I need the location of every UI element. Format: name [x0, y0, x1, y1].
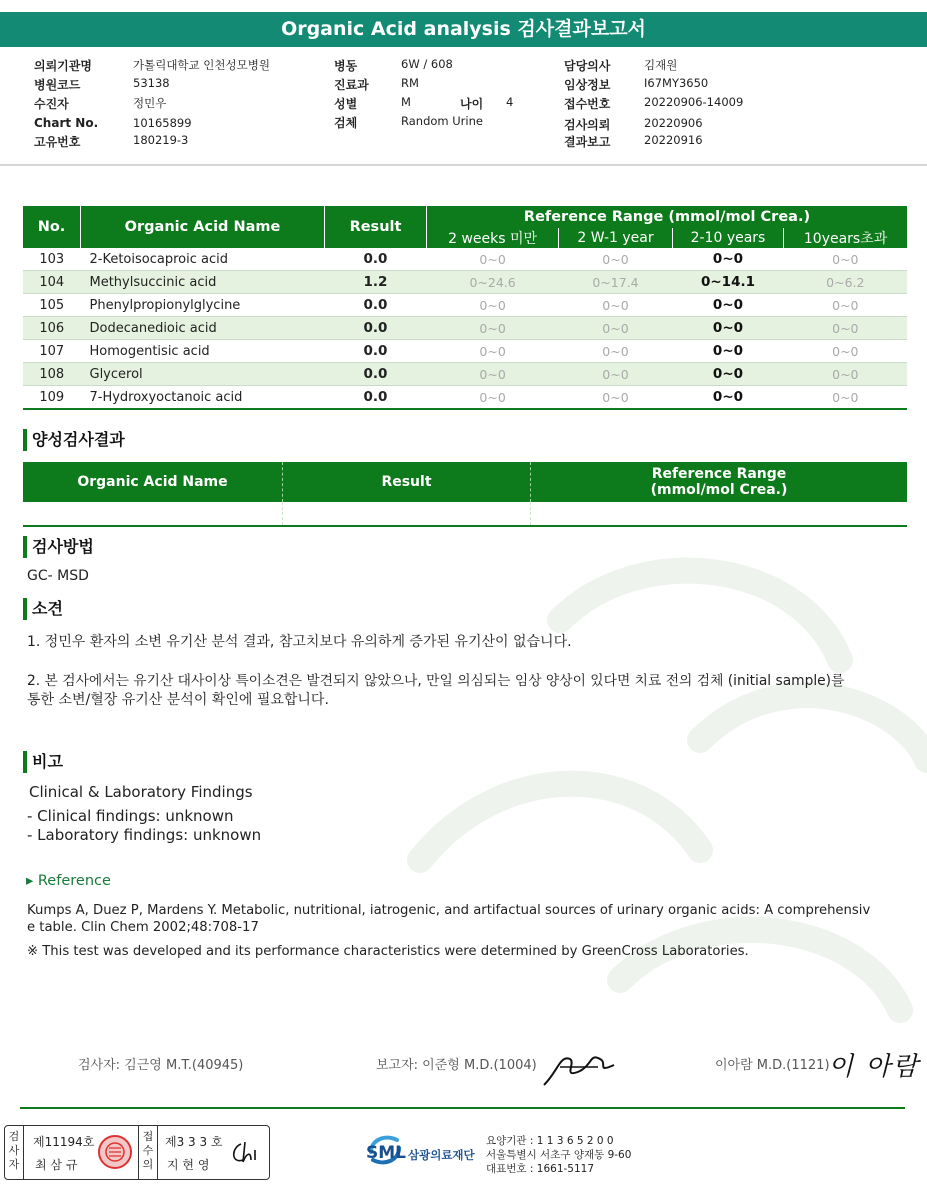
label-institution: 의뢰기관명: [34, 59, 92, 73]
findings-p1: 1. 정민우 환자의 소변 유기산 분석 결과, 참고치보다 유의하게 증가된 유기산이 없습니다.: [27, 634, 572, 650]
pos-empty-cell: [23, 502, 283, 526]
row-ref-3: 0~14.1: [672, 271, 783, 294]
row-no: 103: [23, 248, 81, 271]
pos-col-reference: [531, 462, 908, 502]
value-department: RM: [401, 76, 419, 90]
table-row: [23, 317, 907, 340]
positive-results-heading: 양성검사결과: [23, 429, 125, 451]
row-name: Phenylpropionylglycine: [81, 294, 325, 317]
label-ward: 병동: [334, 59, 358, 73]
stamp-divider: [157, 1126, 158, 1179]
org-name: 삼광의료재단: [408, 1148, 475, 1162]
row-ref-4: 0~0: [784, 248, 907, 271]
reference-note: ※ This test was developed and its performance characteristics were determined by GreenCross Laboratories.: [27, 944, 749, 959]
row-ref-3: 0~0: [672, 317, 783, 340]
label-report-date: 결과보고: [564, 135, 611, 149]
findings-p2-line1: 2. 본 검사에서는 유기산 대사이상 특이소견은 발견되지 않았으나, 만일 의심되는 임상 양상이 있다면 치료 전의 검체 (initial sample)를: [27, 673, 845, 689]
findings-p2-line2: 통한 소변/혈장 유기산 분석이 확인에 필요합니다.: [27, 692, 329, 708]
label-hospital-code: 병원코드: [34, 78, 81, 92]
header-separator: [0, 164, 927, 166]
remarks-line3: - Laboratory findings: unknown: [27, 826, 262, 844]
row-ref-1: 0~24.6: [427, 271, 559, 294]
row-ref-4: 0~0: [784, 386, 907, 410]
row-ref-2: 0~0: [559, 386, 673, 410]
label-receipt-no: 접수번호: [564, 97, 611, 111]
remarks-line1: Clinical & Laboratory Findings: [29, 783, 253, 801]
method-heading: 검사방법: [23, 536, 94, 558]
pos-empty-cell: [531, 502, 908, 526]
row-no: 106: [23, 317, 81, 340]
stamp-divider: [138, 1126, 139, 1179]
label-patient: 수진자: [34, 97, 69, 111]
stamp-label-2: 접수의: [142, 1130, 154, 1171]
row-name: 7-Hydroxyoctanoic acid: [81, 386, 325, 410]
ref-col-2-10y: 2-10 years: [672, 228, 783, 248]
col-header-name: Organic Acid Name: [81, 206, 325, 248]
col-header-reference: Reference Range (mmol/mol Crea.): [427, 206, 908, 228]
col-header-result: Result: [325, 206, 427, 248]
row-result: 0.0: [325, 340, 427, 363]
table-row: [23, 363, 907, 386]
row-result: 0.0: [325, 363, 427, 386]
value-hospital-code: 53138: [133, 76, 170, 90]
row-ref-2: 0~0: [559, 294, 673, 317]
label-clinical-info: 임상정보: [564, 78, 611, 92]
stamp-label-1: 검사자: [8, 1130, 20, 1171]
stamp-divider: [23, 1126, 24, 1179]
org-phone: 대표번호 : 1661-5117: [486, 1163, 595, 1175]
label-sex: 성별: [334, 97, 358, 111]
label-doctor: 담당의사: [564, 59, 611, 73]
method-text: GC- MSD: [27, 568, 89, 584]
row-no: 105: [23, 294, 81, 317]
row-ref-1: 0~0: [427, 363, 559, 386]
ref-col-2w-1y: 2 W-1 year: [559, 228, 673, 248]
seal-stamp-icon: [97, 1134, 133, 1170]
row-result: 0.0: [325, 294, 427, 317]
reporter-handwritten-signature: [540, 1045, 620, 1090]
pos-col-result: Result: [283, 462, 531, 502]
col-header-no: No.: [23, 206, 81, 248]
findings-heading: 소견: [23, 598, 63, 620]
row-no: 109: [23, 386, 81, 410]
report-title: Organic Acid analysis 검사결과보고서: [0, 12, 927, 47]
row-ref-3: 0~0: [672, 248, 783, 271]
row-name: 2-Ketoisocaproic acid: [81, 248, 325, 271]
row-no: 108: [23, 363, 81, 386]
row-result: 0.0: [325, 248, 427, 271]
label-unique-no: 고유번호: [34, 135, 81, 149]
row-ref-2: 0~0: [559, 363, 673, 386]
value-institution: 가톨릭대학교 인천성모병원: [133, 58, 270, 72]
row-no: 104: [23, 271, 81, 294]
row-ref-1: 0~0: [427, 386, 559, 410]
row-ref-3: 0~0: [672, 294, 783, 317]
label-department: 진료과: [334, 78, 369, 92]
stamp-name-2: 지 현 영: [167, 1158, 210, 1172]
value-unique-no: 180219-3: [133, 133, 189, 147]
organic-acid-results-table: [23, 206, 907, 410]
ref-col-under-2weeks: 2 weeks 미만: [427, 228, 559, 248]
stamp-license-2: 제3 3 3 호: [165, 1135, 223, 1149]
row-ref-4: 0~0: [784, 294, 907, 317]
row-ref-4: 0~0: [784, 363, 907, 386]
table-row: [23, 248, 907, 271]
label-age: 나이: [460, 97, 484, 111]
row-name: Homogentisic acid: [81, 340, 325, 363]
value-age: 4: [506, 95, 514, 109]
row-ref-4: 0~6.2: [784, 271, 907, 294]
row-ref-4: 0~0: [784, 340, 907, 363]
row-ref-1: 0~0: [427, 340, 559, 363]
positive-results-table: [23, 462, 907, 527]
value-chart-no: 10165899: [133, 116, 192, 130]
doctor-signature: 이아람 M.D.(1121): [715, 1058, 830, 1073]
value-doctor: 김재원: [644, 58, 678, 72]
stamp-name-1: 최 삼 규: [35, 1158, 78, 1172]
row-ref-2: 0~17.4: [559, 271, 673, 294]
tester-signature: 검사자: 김근영 M.T.(40945): [78, 1058, 244, 1073]
footer-divider: [20, 1107, 905, 1109]
row-ref-1: 0~0: [427, 248, 559, 271]
row-ref-1: 0~0: [427, 294, 559, 317]
row-ref-3: 0~0: [672, 363, 783, 386]
pos-col-reference-line1: Reference Range: [651, 466, 787, 482]
row-no: 107: [23, 340, 81, 363]
row-ref-3: 0~0: [672, 386, 783, 410]
stamp-handwritten-signature: [227, 1138, 263, 1168]
org-address: 서울특별시 서초구 양재동 9-60: [486, 1149, 632, 1161]
value-request-date: 20220906: [644, 116, 703, 130]
row-ref-1: 0~0: [427, 317, 559, 340]
row-ref-4: 0~0: [784, 317, 907, 340]
ref-col-over-10y: 10years초과: [784, 228, 907, 248]
reference-line2: e table. Clin Chem 2002;48:708-17: [27, 920, 259, 935]
value-receipt-no: 20220906-14009: [644, 95, 744, 109]
reporter-signature: 보고자: 이준형 M.D.(1004): [376, 1058, 537, 1073]
remarks-line2: - Clinical findings: unknown: [27, 807, 234, 825]
label-specimen: 검체: [334, 116, 358, 130]
table-row: [23, 294, 907, 317]
row-ref-2: 0~0: [559, 340, 673, 363]
row-result: 0.0: [325, 317, 427, 340]
table-row: [23, 271, 907, 294]
remarks-heading: 비고: [23, 751, 63, 773]
value-sex: M: [401, 95, 411, 109]
row-ref-2: 0~0: [559, 317, 673, 340]
value-report-date: 20220916: [644, 133, 703, 147]
certification-stamp-box: [4, 1125, 270, 1180]
pos-col-name: Organic Acid Name: [23, 462, 283, 502]
row-ref-3: 0~0: [672, 340, 783, 363]
row-name: Glycerol: [81, 363, 325, 386]
row-result: 1.2: [325, 271, 427, 294]
row-result: 0.0: [325, 386, 427, 410]
value-ward: 6W / 608: [401, 57, 453, 71]
row-name: Dodecanedioic acid: [81, 317, 325, 340]
row-name: Methylsuccinic acid: [81, 271, 325, 294]
label-request-date: 검사의뢰: [564, 118, 611, 132]
sml-logo-text: SML: [366, 1143, 406, 1163]
reference-line1: Kumps A, Duez P, Mardens Y. Metabolic, nutritional, iatrogenic, and artifactual sources of urinary organic acids: A comprehensiv: [27, 903, 871, 918]
pos-col-reference-line2: (mmol/mol Crea.): [650, 482, 788, 498]
value-patient: 정민우: [133, 96, 167, 110]
row-ref-2: 0~0: [559, 248, 673, 271]
org-code: 요양기관 : 1 1 3 6 5 2 0 0: [486, 1135, 614, 1147]
reference-heading: ▸ Reference: [26, 873, 111, 889]
table-row: [23, 340, 907, 363]
value-clinical-info: I67MY3650: [644, 76, 709, 90]
doctor-handwritten-signature: 이 아람: [828, 1052, 920, 1082]
table-row: [23, 386, 907, 410]
stamp-license-1: 제11194호: [33, 1135, 95, 1149]
label-chart-no: Chart No.: [34, 116, 99, 130]
value-specimen: Random Urine: [401, 114, 483, 128]
pos-empty-cell: [283, 502, 531, 526]
